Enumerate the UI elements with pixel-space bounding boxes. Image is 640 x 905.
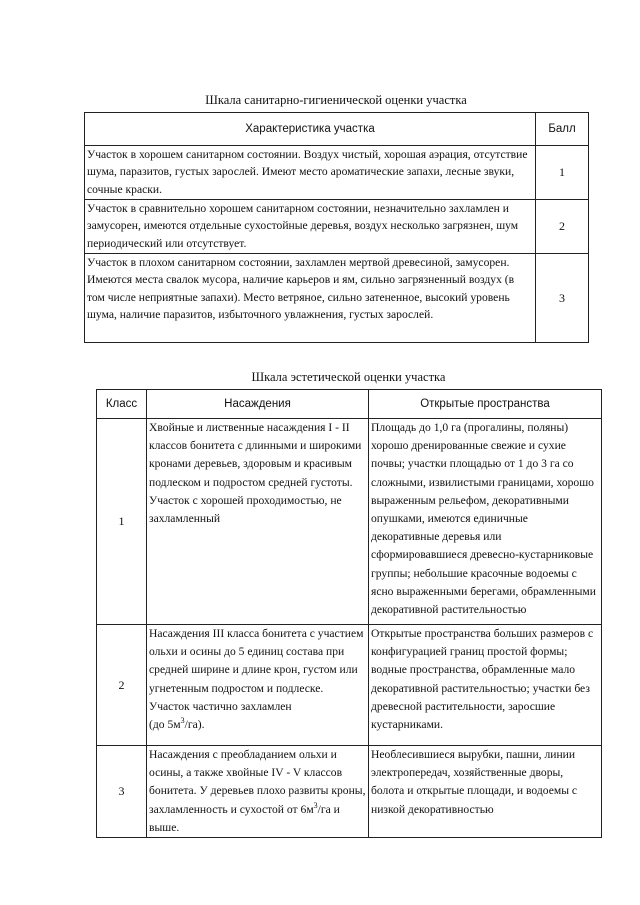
table2-row3-plantings-main: Насаждения с преобладанием ольхи и осины, а также хвойные IV - V классов бонитета. У деревьев плохо развиты кроны, захламленность и сухостой от 6м xyxy=(149,748,366,816)
cubic-superscript: 3 xyxy=(313,800,318,810)
sanitary-table xyxy=(84,112,589,343)
table2-row3-class: 3 xyxy=(97,746,147,838)
table1-row2-text: Участок в сравнительно хорошем санитарном состоянии, незначительно захламлен и замусорен, имеются отдельные сухостойные деревья, воздух несколько загрязнен, шум периодический или отсутствует. xyxy=(85,200,536,254)
table2-row2-class: 2 xyxy=(97,625,147,746)
col-header-score: Балл xyxy=(536,113,589,146)
table2-row2-plantings xyxy=(147,625,369,746)
table2-row2-plantings-main: Насаждения III класса бонитета с участием ольхи и осины до 5 единиц состава при средней ширине и длине крон, густом или угнетенным подростом и подлеске. xyxy=(149,627,364,695)
table2-row2-open-spaces: Открытые пространства больших размеров с конфигурацией границ простой формы; водные пространства, обрамленные мало декоративной растительностью; участки без древесной растительности, заросшие кустарниками. xyxy=(369,625,602,746)
table1-row3-text: Участок в плохом санитарном состоянии, захламлен мертвой древесиной, замусорен. Имеются места свалок мусора, наличие карьеров и ям, сильно загрязненный воздух (в том числе неприятные запахи). Место ветряное, сильно затененное, высокий уровень шума, наличие паразитов, избыточного увлажнения, густых зарослей. xyxy=(85,254,536,343)
table2-row1-plantings: Хвойные и лиственные насаждения I - II классов бонитета с длинными и широкими кронами деревьев, здоровым и красивым подлеском и подростом средней густоты. Участок с хорошей проходимостью, не захламленный xyxy=(147,419,369,625)
table2-row1-open-spaces: Площадь до 1,0 га (прогалины, поляны) хорошо дренированные свежие и сухие почвы; участки площадью от 1 до 3 га со сложными, извилистыми границами, хорошо выраженным рельефом, декоративными опушками, имеются единичные декоративные деревья или сформировавшиеся древесно-кустарниковые группы; небольшие красочные водоемы с ясно выраженными берегами, обрамленными декоративной растительностью xyxy=(369,419,602,625)
table2-row2-plantings-note: Участок частично захламлен xyxy=(149,699,292,713)
table2-row3-plantings-unit: /га и выше. xyxy=(149,802,340,834)
col-header-open-spaces: Открытые пространства xyxy=(369,390,602,419)
table1-row1-text: Участок в хорошем санитарном состоянии. Воздух чистый, хорошая аэрация, отсутствие шума, паразитов, густых зарослей. Имеют место ароматические запахи, лесные звуки, сочные краски. xyxy=(85,146,536,200)
table1-row1-score: 1 xyxy=(536,146,589,200)
table2-row1-class: 1 xyxy=(97,419,147,625)
cubic-superscript: 3 xyxy=(180,716,185,726)
table1-row3-score: 3 xyxy=(536,254,589,343)
aesthetic-table xyxy=(96,389,602,838)
table2-row2-plantings-volume: (до 5м xyxy=(149,718,181,732)
col-header-class: Класс xyxy=(97,390,147,419)
table1-row2-score: 2 xyxy=(536,200,589,254)
table2-row2-plantings-unit: /га). xyxy=(184,718,205,732)
col-header-plantings: Насаждения xyxy=(147,390,369,419)
table2-row3-plantings xyxy=(147,746,369,838)
table1-title: Шкала санитарно-гигиенической оценки участка xyxy=(205,93,467,107)
table2-title: Шкала эстетической оценки участка xyxy=(251,370,446,384)
col-header-characteristic: Характеристика участка xyxy=(85,113,536,146)
table2-row3-open-spaces: Необлесившиеся вырубки, пашни, линии электропередач, хозяйственные дворы, болота и открытые площади, и водоемы с низкой декоративностью xyxy=(369,746,602,838)
